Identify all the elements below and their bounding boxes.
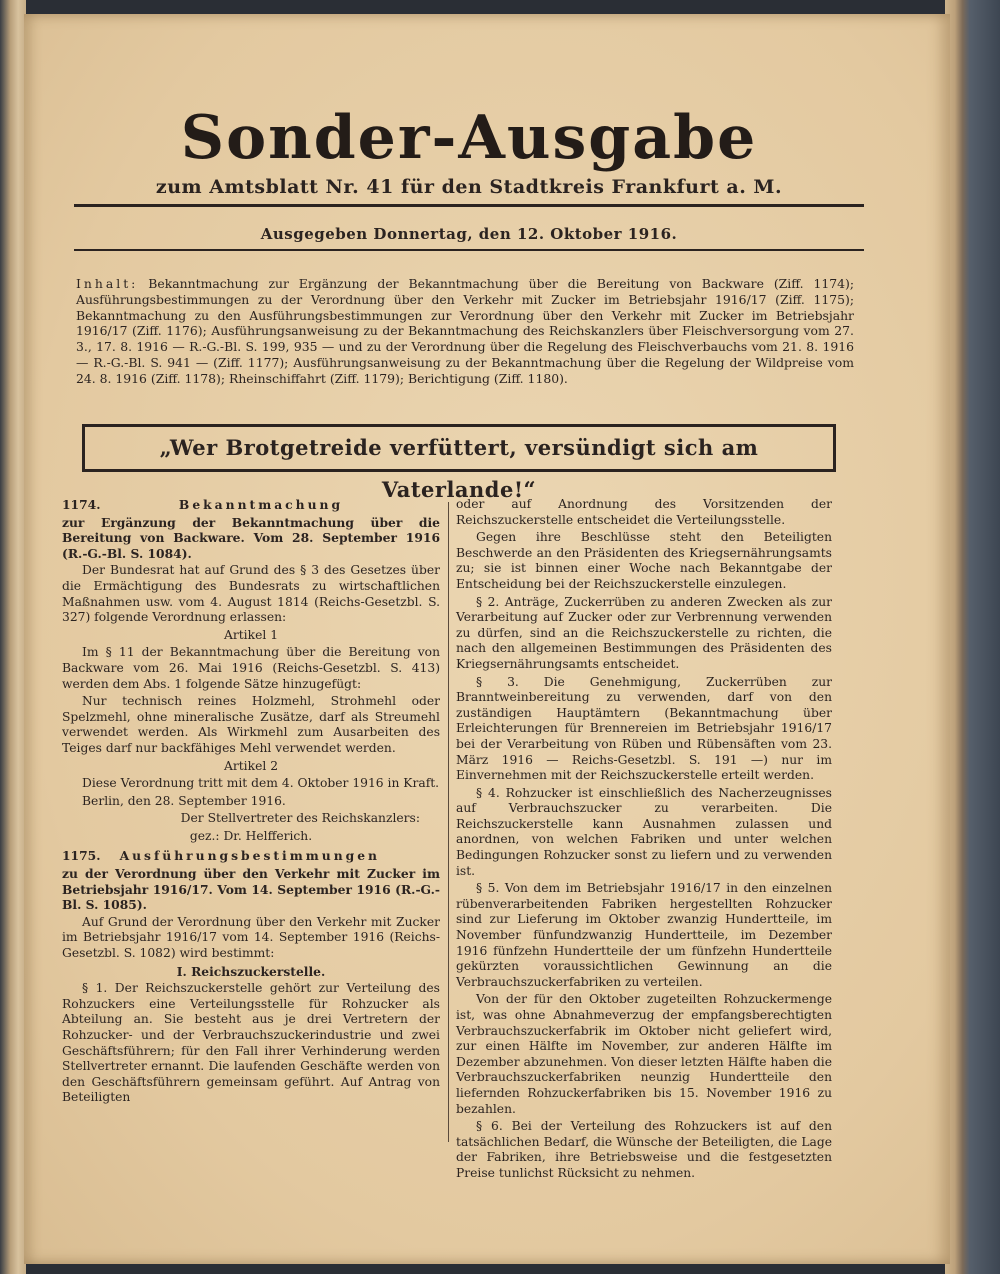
paragraph: Von der für den Oktober zugeteilten Rohzuckermenge ist, was ohne Abnahmeverzug der empfangsberechtigten Verbrauchszuckerfabrik im Oktober nicht geliefert wird, zur einen Hälfte im November, zur anderen Hälfte im Dezember abzunehmen. Von dieser letzten Hälfte haben die Verbrauchszuckerfabriken neunzig Hundertteile den liefernden Rohzuckerfabriken bis 15. November 1916 zu bezahlen. — [456, 992, 832, 1116]
section-subheading: zur Ergänzung der Bekanntmachung über die Bereitung von Backware. Vom 28. September 1916 (R.-G.-Bl. S. 1084). — [62, 514, 440, 561]
article-title: Artikel 2 — [223, 758, 279, 773]
section-title: Bekanntmachung — [178, 497, 344, 512]
paragraph: Im § 11 der Bekanntmachung über die Bereitung von Backware vom 26. Mai 1916 (Reichs-Gesetzbl. S. 413) werden dem Abs. 1 folgende Sätze hinzugefügt: — [62, 645, 440, 691]
column-divider — [448, 502, 449, 1142]
signer-name: gez.: Dr. Helfferich. — [189, 828, 313, 843]
right-column — [456, 497, 832, 1184]
masthead — [74, 98, 864, 198]
paragraph: § 1. Der Reichszuckerstelle gehört zur Verteilung des Rohzuckers eine Verteilungsstelle für Rohzucker als Abteilung an. Sie besteht aus je drei Vertretern der Rohzucker- und der Verbrauchszuckerindustrie und zwei Geschäftsführern; für den Fall ihrer Verhinderung werden Stellvertreter ernannt. Die laufenden Geschäfte werden von den Geschäftsführern gemeinsam geführt. Auf Antrag von Beteiligten — [62, 981, 440, 1105]
place-date: Berlin, den 28. September 1916. — [82, 793, 286, 808]
paragraph: Der Bundesrat hat auf Grund des § 3 des Gesetzes über die Ermächtigung des Bundesrats zu wirtschaftlichen Maßnahmen usw. vom 4. August 1814 (Reichs-Gesetzbl. S. 327) folgende Verordnung erlassen: — [62, 563, 440, 625]
book-binding-right — [945, 0, 1000, 1274]
issue-date: Ausgegeben Donnertag, den 12. Oktober 1916. — [260, 225, 678, 243]
section-number: 1175. — [62, 848, 101, 864]
page-title: Sonder-Ausgabe — [180, 103, 758, 173]
paragraph: § 2. Anträge, Zuckerrüben zu anderen Zwecken als zur Verarbeitung auf Zucker oder zur Verbrennung verwenden zu dürfen, sind an die Reichszuckerstelle zu richten, die nach den allgemeinen Bestimmungen des Präsidenten des Kriegsernährungsamts entscheidet. — [456, 594, 832, 671]
section-1175-heading — [62, 848, 440, 864]
paragraph: Gegen ihre Beschlüsse steht den Beteiligten Beschwerde an den Präsidenten des Kriegsernährungsamts zu; sie ist binnen einer Woche nach Bekanntgabe der Entscheidung bei der Reichszuckerstelle einzulegen. — [456, 530, 832, 591]
section-title: Ausführungsbestimmungen — [119, 848, 380, 864]
paragraph: § 5. Von dem im Betriebsjahr 1916/17 in den einzelnen rübenverarbeitenden Fabriken hergestellten Rohzucker sind zur Lieferung im Oktober zwanzig Hundertteile, im November fünfundzwanzig Hundertteile, im Dezember 1916 fünfzehn Hundertteile der um fünfzehn Hundertteile gekürzten voraussichtlichen Gewinnung an die Verbrauchszuckerfabriken zu verteilen. — [456, 881, 832, 989]
section-1174-heading — [62, 497, 440, 513]
section-number: 1174. — [62, 497, 101, 512]
gazette-page — [24, 14, 950, 1264]
contents-text: Bekanntmachung zur Ergänzung der Bekanntmachung über die Bereitung von Backware (Ziff. 1174); Ausführungsbestimmungen zu der Verordnung über den Verkehr mit Zucker im Betriebsjahr 1916/17 (Ziff. 1175); Bekanntmachung zu den Ausführungsbestimmungen zur Verordnung über den Verkehr mit Zucker im Betriebsjahr 1916/17 (Ziff. 1176); Ausführungsanweisung zu der Bekanntmachung des Reichskanzlers über Fleischversorgung vom 27. 3., 17. 8. 1916 — R.-G.-Bl. S. 199, 935 — und zu der Verordnung über die Regelung des Fleischverbauchs vom 21. 8. 1916 — R.-G.-Bl. S. 941 — (Ziff. 1177); Ausführungsanweisung zu der Bekanntmachung über die Regelung der Wildpreise vom 24. 8. 1916 (Ziff. 1178); Rheinschiffahrt (Ziff. 1179); Berichtigung (Ziff. 1180). — [76, 276, 854, 386]
masthead-rule-bottom — [74, 249, 864, 251]
left-column — [62, 497, 440, 1108]
page-subtitle: zum Amtsblatt Nr. 41 für den Stadtkreis Frankfurt a. M. — [155, 176, 783, 198]
paragraph: § 6. Bei der Verteilung des Rohzuckers ist auf den tatsächlichen Bedarf, die Wünsche der Beteiligten, die Lage der Fabriken, ihre Betriebsweise und die festgesetzten Preise tunlichst Rücksicht zu nehmen. — [456, 1119, 832, 1180]
article-title: Artikel 1 — [223, 627, 279, 642]
contents-label: Inhalt: — [76, 276, 139, 291]
paragraph: oder auf Anordnung des Vorsitzenden der Reichszuckerstelle entscheidet die Verteilungsstelle. — [456, 497, 832, 527]
paragraph: § 4. Rohzucker ist einschließlich des Nacherzeugnisses auf Verbrauchszucker zu verarbeiten. Die Reichszuckerstelle kann Ausnahmen zulassen und anordnen, von welchen Fabriken und unter welchen Bedingungen Rohzucker sonst zu liefern und zu verwenden ist. — [456, 785, 832, 878]
signer-title: Der Stellvertreter des Reichskanzlers: — [180, 811, 420, 826]
paragraph: Diese Verordnung tritt mit dem 4. Oktober 1916 in Kraft. — [82, 776, 440, 791]
part-title: I. Reichszuckerstelle. — [176, 963, 326, 979]
masthead-rule-top — [74, 204, 864, 207]
section-subheading: zu der Verordnung über den Verkehr mit Zucker im Betriebsjahr 1916/17. Vom 14. September 1916 (R.-G.-Bl. S. 1085). — [62, 866, 440, 913]
table-of-contents — [76, 276, 854, 387]
paragraph: Nur technisch reines Holzmehl, Strohmehl oder Spelzmehl, ohne mineralische Zusätze, darf als Streumehl verwendet werden. Als Wirkmehl zum Ausarbeiten des Teiges darf nur backfähiges Mehl verwendet werden. — [62, 694, 440, 755]
book-spine-left — [0, 0, 26, 1274]
slogan-banner: „Wer Brotgetreide verfüttert, versündigt sich am Vaterlande!“ — [82, 424, 836, 472]
paragraph: Auf Grund der Verordnung über den Verkehr mit Zucker im Betriebsjahr 1916/17 vom 14. September 1916 (Reichs-Gesetzbl. S. 1082) wird bestimmt: — [62, 914, 440, 961]
paragraph: § 3. Die Genehmigung, Zuckerrüben zur Branntweinbereitung zu verwenden, darf von den zuständigen Hauptämtern (Bekanntmachung über Erleichterungen für Brennereien im Betriebsjahr 1916/17 bei der Verarbeitung von Rüben und Rübensäften vom 23. März 1916 — Reichs-Gesetzbl. S. 191 —) nur im Einvernehmen mit der Reichszuckerstelle erteilt werden. — [456, 674, 832, 783]
